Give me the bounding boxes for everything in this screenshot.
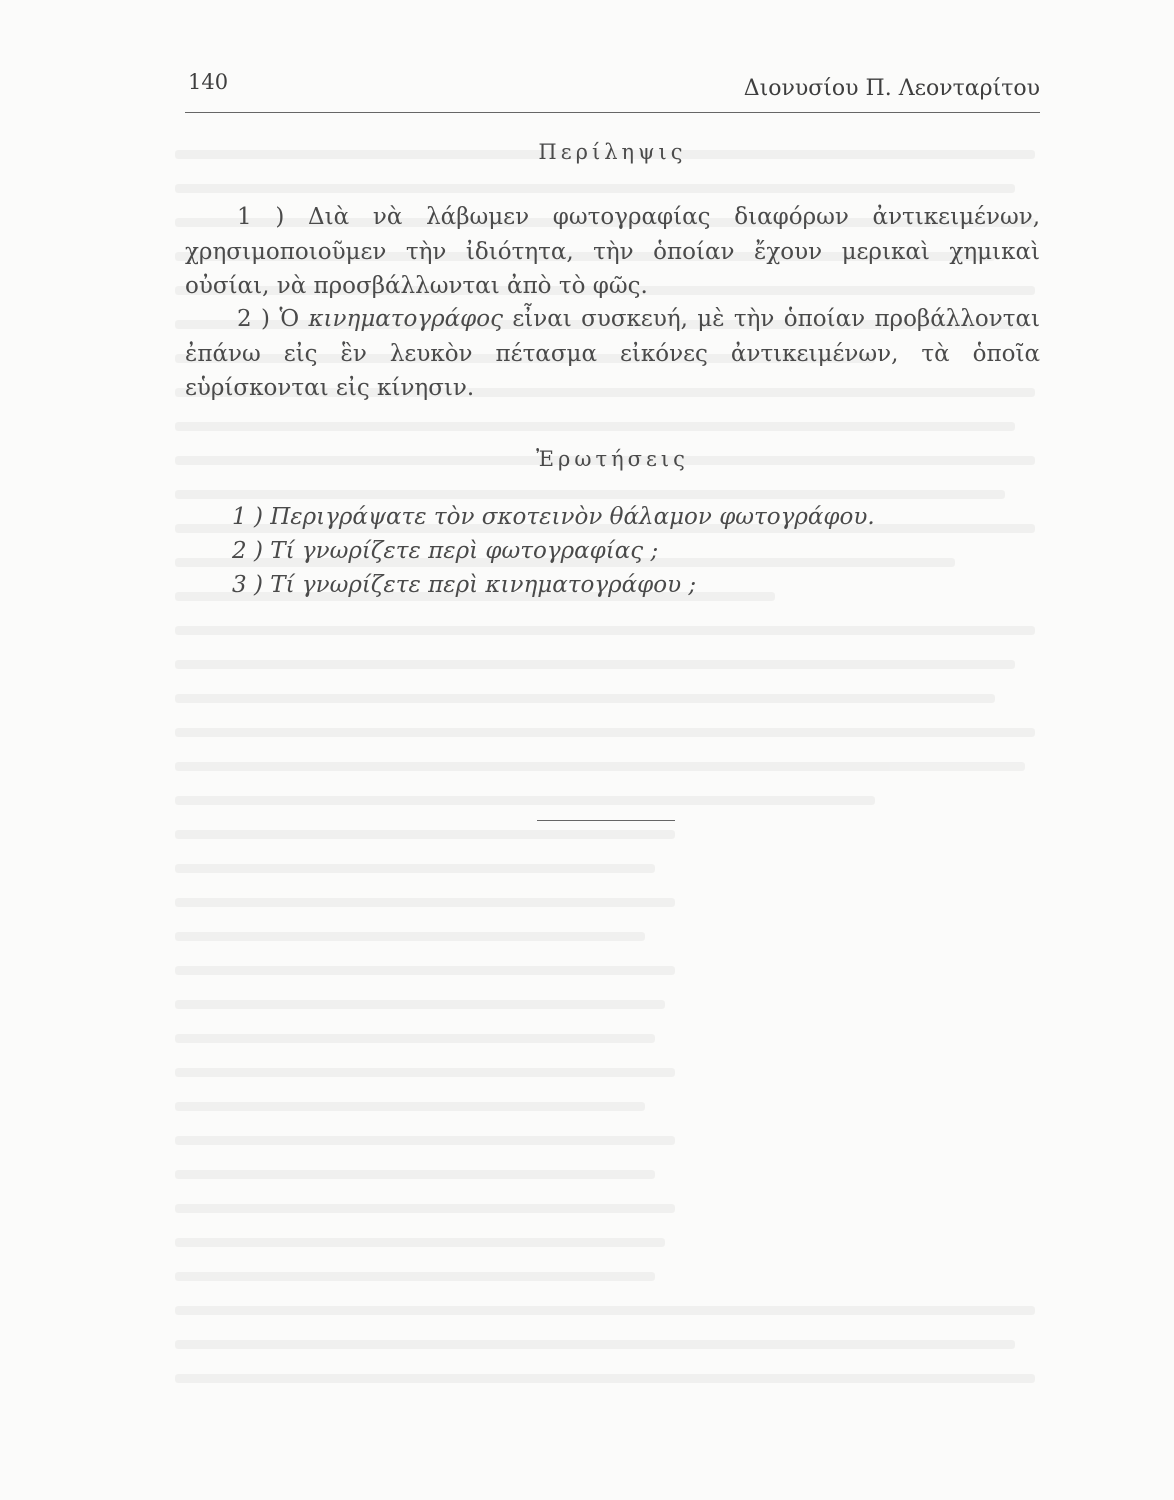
page-number: 140 xyxy=(188,70,229,94)
bleed-line xyxy=(175,728,1035,737)
bleed-line xyxy=(175,694,995,703)
question-item-1: 1 ) Περιγράψατε τὸν σκοτεινὸν θάλαμον φωτογράφου. xyxy=(232,504,875,530)
question-item-3: 3 ) Τί γνωρίζετε περὶ κινηματογράφου ; xyxy=(232,572,697,598)
bleed-line xyxy=(175,1306,1035,1315)
bleed-line xyxy=(175,1102,645,1111)
paragraph-text: Διὰ νὰ λάβωμεν φωτογραφίας διαφόρων ἀντικειμένων, χρησιμοποιοῦμεν τὴν ἰδιότητα, τὴν ὁποίαν ἔχουν μερικαὶ χημικαὶ οὐσίαι, νὰ προσβάλλωνται ἀπὸ τὸ φῶς. xyxy=(185,204,1040,299)
bleed-line xyxy=(175,1000,665,1009)
summary-paragraph-1 xyxy=(185,200,1040,304)
section-end-rule xyxy=(537,820,675,821)
summary-heading: Περίληψις xyxy=(538,140,687,164)
bleed-line xyxy=(175,966,675,975)
questions-list xyxy=(232,500,1032,602)
bleed-line xyxy=(175,626,1035,635)
bleed-line xyxy=(175,1238,665,1247)
paragraph-text: εἶναι συσκευή, μὲ τὴν ὁποίαν προβάλλονται ἐπάνω εἰς ἓν λευκὸν πέτασμα εἰκόνες ἀντικειμένων, τὰ ὁποῖα εὑρίσκονται εἰς κίνησιν. xyxy=(185,306,1041,401)
page-header xyxy=(185,64,1040,104)
bleed-line xyxy=(175,1340,1015,1349)
paragraph-lead: Ὁ xyxy=(279,306,300,332)
bleed-line xyxy=(175,184,1015,193)
bleed-line xyxy=(175,490,1005,499)
bleed-line xyxy=(175,864,655,873)
bleed-line xyxy=(175,932,645,941)
bleed-line xyxy=(175,660,1015,669)
bleed-line xyxy=(175,1034,655,1043)
summary-paragraph-2 xyxy=(185,302,1040,406)
questions-heading: Ἐρωτήσεις xyxy=(536,447,689,471)
bleed-line xyxy=(175,1068,675,1077)
bleed-line xyxy=(175,1374,1035,1383)
running-head: Διονυσίου Π. Λεονταρίτου xyxy=(743,76,1040,101)
paragraph-number: 2 ) xyxy=(237,306,270,332)
bleed-line xyxy=(175,422,1015,431)
bleed-line xyxy=(175,1272,655,1281)
paragraph-number: 1 ) xyxy=(237,204,285,230)
bleed-line xyxy=(175,762,1025,771)
bleed-line xyxy=(175,1170,655,1179)
bleed-line xyxy=(175,796,875,805)
header-rule xyxy=(185,112,1040,113)
question-item-2: 2 ) Τί γνωρίζετε περὶ φωτογραφίας ; xyxy=(232,538,659,564)
bleed-line xyxy=(175,1204,675,1213)
bleed-line xyxy=(175,1136,675,1145)
bleed-line xyxy=(175,898,675,907)
bleed-line xyxy=(175,830,675,839)
paragraph-term: κινηματογράφος xyxy=(308,306,503,332)
